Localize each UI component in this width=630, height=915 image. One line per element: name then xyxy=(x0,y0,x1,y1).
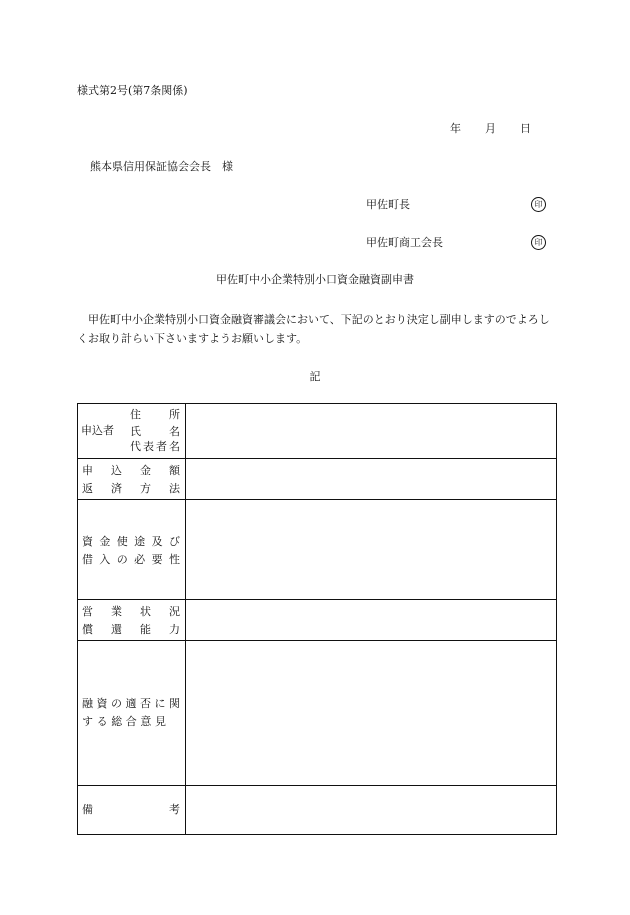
amount-value-cell[interactable] xyxy=(186,459,557,500)
addressee: 熊本県信用保証協会会長 様 xyxy=(90,160,233,173)
label-char: 返 xyxy=(82,482,93,495)
label-char: 能 xyxy=(140,623,151,636)
label-char: 必 xyxy=(134,553,146,566)
opinion-label-line1 xyxy=(82,695,180,713)
use-of-funds-label-cell xyxy=(78,500,186,600)
remarks-label-cell xyxy=(78,786,186,835)
table-row-opinion xyxy=(78,641,557,786)
table-row-use-of-funds xyxy=(78,500,557,600)
label-char: 総 xyxy=(111,715,123,728)
repayment-ability-label xyxy=(82,621,180,639)
label-char: 力 xyxy=(169,623,180,636)
remarks-value-cell[interactable] xyxy=(186,786,557,835)
label-char: 名 xyxy=(169,425,180,438)
label-char: 所 xyxy=(169,408,180,421)
date-day-label: 日 xyxy=(520,122,531,135)
label-char: び xyxy=(168,535,180,548)
date-year-label: 年 xyxy=(450,122,461,135)
label-char: 入 xyxy=(99,553,111,566)
label-char: 況 xyxy=(169,605,180,618)
opinion-label-line2 xyxy=(82,713,180,731)
amount-label xyxy=(82,462,180,480)
label-char: 額 xyxy=(169,464,180,477)
label-char: る xyxy=(96,715,108,728)
label-char: 性 xyxy=(168,553,180,566)
label-char: 合 xyxy=(125,715,137,728)
label-char: 途 xyxy=(134,535,146,548)
label-char: 使 xyxy=(116,535,128,548)
ki-heading: 記 xyxy=(309,370,321,383)
label-char: 意 xyxy=(140,715,152,728)
date-line xyxy=(450,122,531,136)
business-status-label xyxy=(82,603,180,621)
applicant-value-cell[interactable] xyxy=(186,404,557,459)
repayment-method-label xyxy=(82,480,180,498)
table-row-business xyxy=(78,600,557,641)
label-char: 関 xyxy=(169,697,180,710)
label-char: 資 xyxy=(82,535,93,548)
label-char: 者 xyxy=(156,440,167,453)
business-label-cell xyxy=(78,600,186,641)
label-char: 否 xyxy=(140,697,151,710)
label-char: 方 xyxy=(140,482,151,495)
label-char: 備 xyxy=(82,803,93,816)
label-char: 済 xyxy=(111,482,122,495)
applicant-name-label xyxy=(130,424,180,440)
label-char: 還 xyxy=(111,623,122,636)
applicant-prefix-label: 申込者 xyxy=(81,424,114,437)
label-char: 氏 xyxy=(130,425,141,438)
seal-stamp-mayor: 印 xyxy=(531,197,546,212)
label-char: 融 xyxy=(82,697,93,710)
label-char: 込 xyxy=(111,464,122,477)
date-month-label: 月 xyxy=(485,122,496,135)
applicant-rep-label xyxy=(130,439,180,455)
necessity-label xyxy=(82,551,180,569)
seal-stamp-chamber: 印 xyxy=(531,235,546,250)
table-row-remarks xyxy=(78,786,557,835)
label-char: 金 xyxy=(99,535,111,548)
label-char: 名 xyxy=(169,440,180,453)
label-char: 申 xyxy=(82,464,93,477)
applicant-address-label xyxy=(130,407,180,423)
label-char: に xyxy=(154,697,166,710)
business-value-cell[interactable] xyxy=(186,600,557,641)
label-char: の xyxy=(111,697,122,710)
label-char: 借 xyxy=(82,553,93,566)
sender-town-mayor: 甲佐町長 xyxy=(366,198,410,211)
document-body: 甲佐町中小企業特別小口資金融資審議会において、下記のとおり決定し副申しますのでよろしくお取り計らい下さいますようお願いします。 xyxy=(77,313,550,345)
application-table xyxy=(77,403,557,835)
label-char: 法 xyxy=(169,482,180,495)
label-char: 業 xyxy=(111,605,122,618)
use-of-funds-label xyxy=(82,533,180,551)
table-row-amount xyxy=(78,459,557,500)
label-char: 及 xyxy=(151,535,163,548)
label-char: 考 xyxy=(169,803,180,816)
label-char: 住 xyxy=(130,408,141,421)
document-title: 甲佐町中小企業特別小口資金融資副申書 xyxy=(216,273,414,286)
applicant-label-cell xyxy=(78,404,186,459)
label-char: 状 xyxy=(140,605,151,618)
form-number: 様式第2号(第7条関係) xyxy=(77,84,188,97)
table-row-applicant xyxy=(78,404,557,459)
label-char: 代 xyxy=(130,440,141,453)
sender-chamber-president: 甲佐町商工会長 xyxy=(366,236,443,249)
label-char: 要 xyxy=(151,553,163,566)
opinion-label-cell xyxy=(78,641,186,786)
label-char: 適 xyxy=(125,697,137,710)
label-char: 営 xyxy=(82,605,93,618)
label-char: 金 xyxy=(140,464,151,477)
label-char: の xyxy=(116,553,128,566)
use-of-funds-value-cell[interactable] xyxy=(186,500,557,600)
label-char: 見 xyxy=(154,715,166,728)
label-char: す xyxy=(82,715,93,728)
opinion-value-cell[interactable] xyxy=(186,641,557,786)
label-char: 償 xyxy=(82,623,93,636)
label-char: 資 xyxy=(96,697,108,710)
remarks-label xyxy=(82,801,180,819)
amount-label-cell xyxy=(78,459,186,500)
label-char: 表 xyxy=(143,440,154,453)
